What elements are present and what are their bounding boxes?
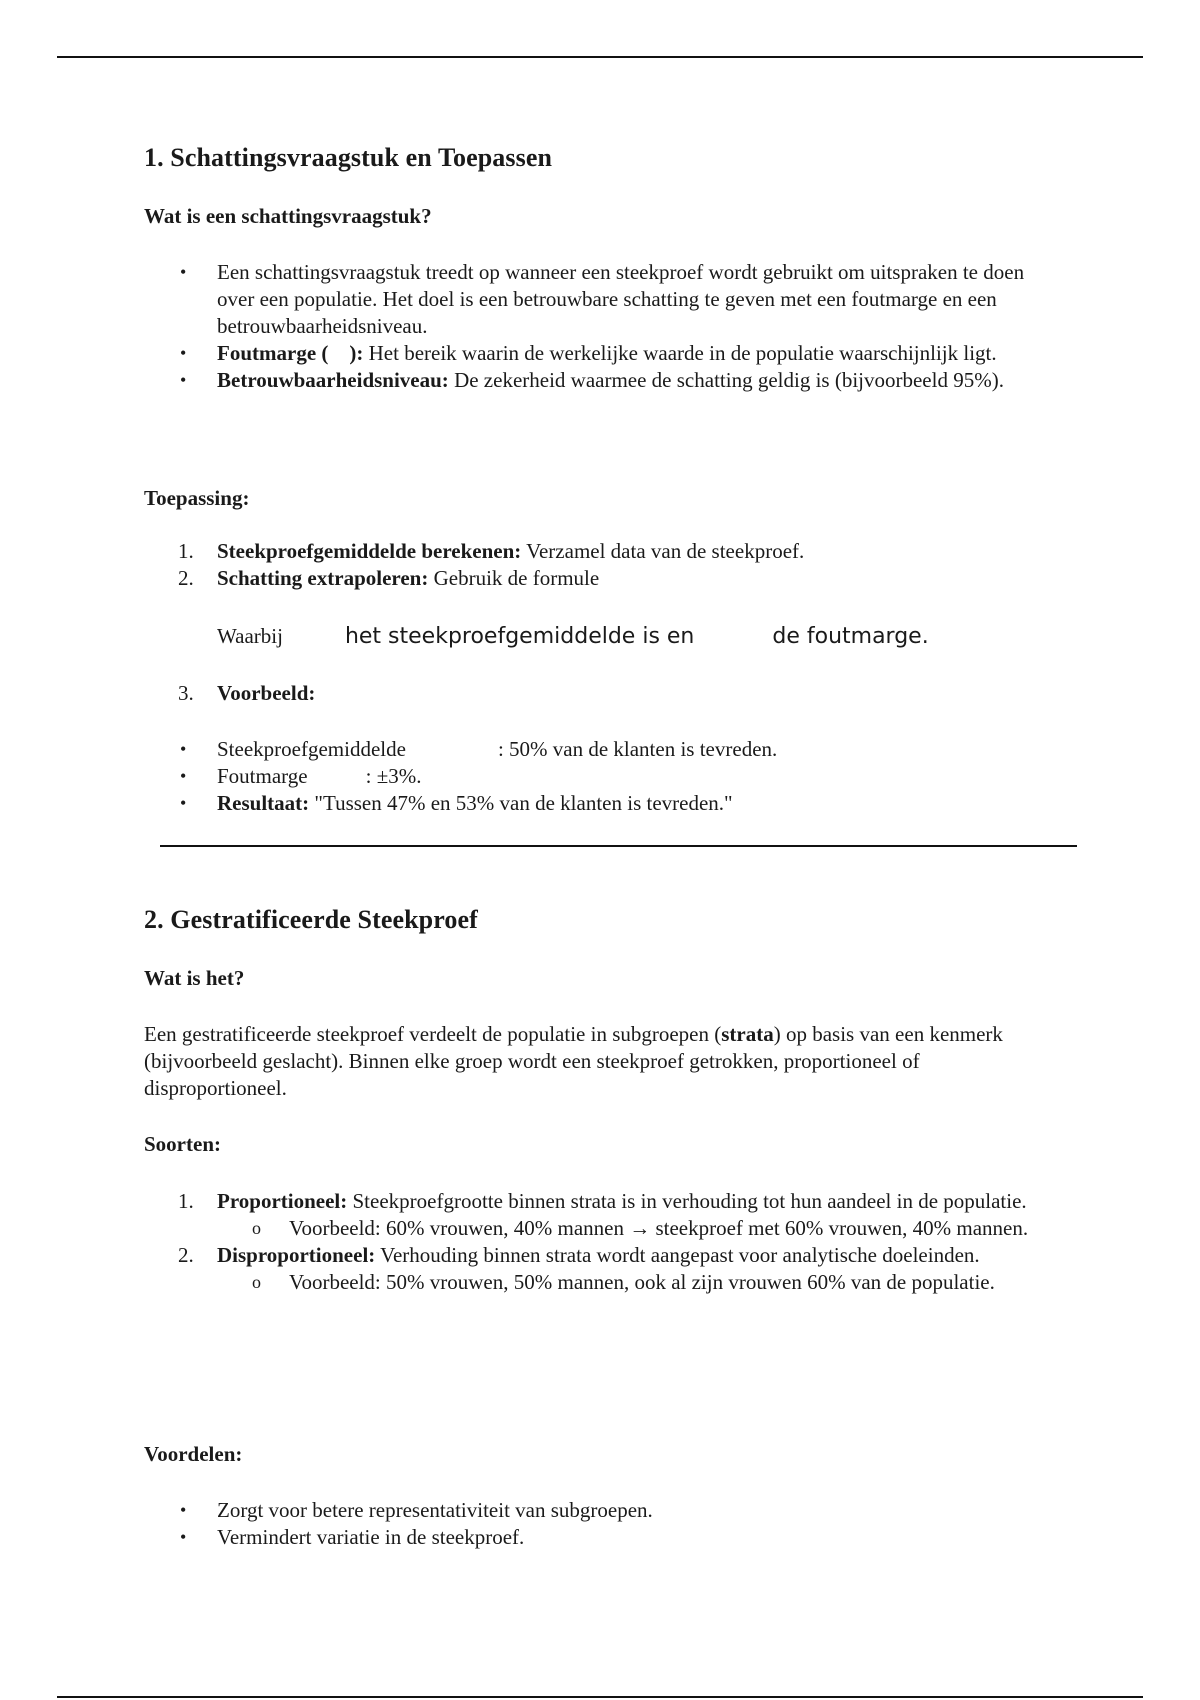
bullet-text: Het bereik waarin de werkelijke waarde in de populatie waarschijnlijk ligt.	[363, 341, 997, 365]
step-bold: Schatting extrapoleren:	[217, 566, 429, 590]
list-item	[144, 367, 1064, 394]
soorten-list	[144, 1188, 1064, 1296]
bullet-text: De zekerheid waarmee de schatting geldig is (bijvoorbeeld 95%).	[448, 368, 1004, 392]
formula-part2: de foutmarge.	[772, 624, 929, 649]
list-item	[144, 1188, 1064, 1242]
example-text: : ±3%.	[365, 764, 422, 788]
soort-text: Steekproefgrootte binnen strata is in verhouding tot hun aandeel in de populatie.	[347, 1189, 1027, 1213]
soort-bold: Disproportioneel:	[217, 1243, 376, 1267]
formula-note	[144, 621, 929, 652]
bullet-marker: •	[180, 262, 187, 282]
list-item	[144, 680, 1064, 707]
list-item	[144, 259, 1064, 340]
voordelen-heading: Voordelen:	[144, 1442, 243, 1466]
list-item	[144, 565, 1064, 592]
bullet-marker: •	[180, 370, 187, 390]
list-item	[144, 340, 1064, 367]
step-number: 2.	[178, 566, 194, 590]
intro-before: Een gestratificeerde steekproef verdeelt de populatie in subgroepen (	[144, 1022, 722, 1046]
section1-title: 1. Schattingsvraagstuk en Toepassen	[144, 143, 553, 172]
step-number: 1.	[178, 539, 194, 563]
soorten-heading: Soorten:	[144, 1132, 221, 1156]
step-text: Verzamel data van de steekproef.	[521, 539, 805, 563]
step-number: 2.	[178, 1243, 194, 1267]
voordelen-list	[144, 1497, 1064, 1551]
bullet-bold: Foutmarge ( ):	[217, 341, 364, 365]
sub-bullet-marker: o	[252, 1272, 261, 1292]
example-label: Foutmarge	[217, 764, 308, 788]
section1-what-heading: Wat is een schattingsvraagstuk?	[144, 204, 432, 228]
list-item	[144, 1524, 1064, 1551]
section-divider-rule	[160, 845, 1077, 847]
section1-bullet-list	[144, 259, 1064, 394]
list-item	[144, 790, 1064, 817]
bullet-bold: Betrouwbaarheidsniveau:	[217, 368, 449, 392]
step-number: 3.	[178, 681, 194, 705]
sub-list-item	[144, 1269, 1064, 1296]
section2-intro	[144, 1021, 1064, 1102]
sub-bullet-marker: o	[252, 1218, 261, 1238]
formula-lead: Waarbij	[217, 624, 283, 648]
list-item	[144, 736, 1064, 763]
section2-what-heading: Wat is het?	[144, 966, 245, 990]
step-bold: Steekproefgemiddelde berekenen:	[217, 539, 522, 563]
step-number: 1.	[178, 1189, 194, 1213]
step3	[144, 680, 1064, 707]
list-item	[144, 763, 1064, 790]
page-top-rule	[57, 56, 1143, 58]
formula-part1: het steekproefgemiddelde is en	[344, 624, 695, 649]
sub-text: Voorbeeld: 60% vrouwen, 40% mannen → steekproef met 60% vrouwen, 40% mannen.	[289, 1216, 1029, 1240]
example-text: "Tussen 47% en 53% van de klanten is tevreden."	[309, 791, 733, 815]
example-bold: Resultaat:	[217, 791, 310, 815]
toepassing-steps	[144, 538, 1064, 592]
step-text: Gebruik de formule	[428, 566, 600, 590]
bullet-marker: •	[180, 343, 187, 363]
list-item	[144, 1242, 1064, 1296]
bullet-marker: •	[180, 739, 187, 759]
soort-text: Verhouding binnen strata wordt aangepast voor analytische doeleinden.	[375, 1243, 980, 1267]
example-text: : 50% van de klanten is tevreden.	[497, 737, 778, 761]
page-bottom-rule	[57, 1696, 1143, 1698]
list-item	[144, 1497, 1064, 1524]
bullet-marker: •	[180, 1500, 187, 1520]
list-item	[144, 538, 1064, 565]
voordeel-text: Vermindert variatie in de steekproef.	[217, 1525, 525, 1549]
example-label: Steekproefgemiddelde	[217, 737, 406, 761]
sub-list-item	[144, 1215, 1064, 1242]
sub-text: Voorbeeld: 50% vrouwen, 50% mannen, ook al zijn vrouwen 60% van de populatie.	[289, 1270, 995, 1294]
section2-title: 2. Gestratificeerde Steekproef	[144, 905, 478, 934]
example-bullet-list	[144, 736, 1064, 817]
intro-after: ) op basis van een kenmerk (bijvoorbeeld geslacht). Binnen elke groep wordt een steekproef getrokken, proportioneel of disproportioneel.	[144, 1022, 1003, 1100]
step-bold: Voorbeeld:	[217, 681, 316, 705]
soort-bold: Proportioneel:	[217, 1189, 348, 1213]
intro-strata: strata	[721, 1022, 774, 1046]
bullet-text: Een schattingsvraagstuk treedt op wanneer een steekproef wordt gebruikt om uitspraken te doen over een populatie. Het doel is een betrouwbare schatting te geven met een foutmarge en een betrouwbaarheidsniveau.	[217, 260, 1025, 338]
toepassing-heading: Toepassing:	[144, 486, 250, 510]
bullet-marker: •	[180, 793, 187, 813]
bullet-marker: •	[180, 766, 187, 786]
voordeel-text: Zorgt voor betere representativiteit van subgroepen.	[217, 1498, 653, 1522]
bullet-marker: •	[180, 1527, 187, 1547]
